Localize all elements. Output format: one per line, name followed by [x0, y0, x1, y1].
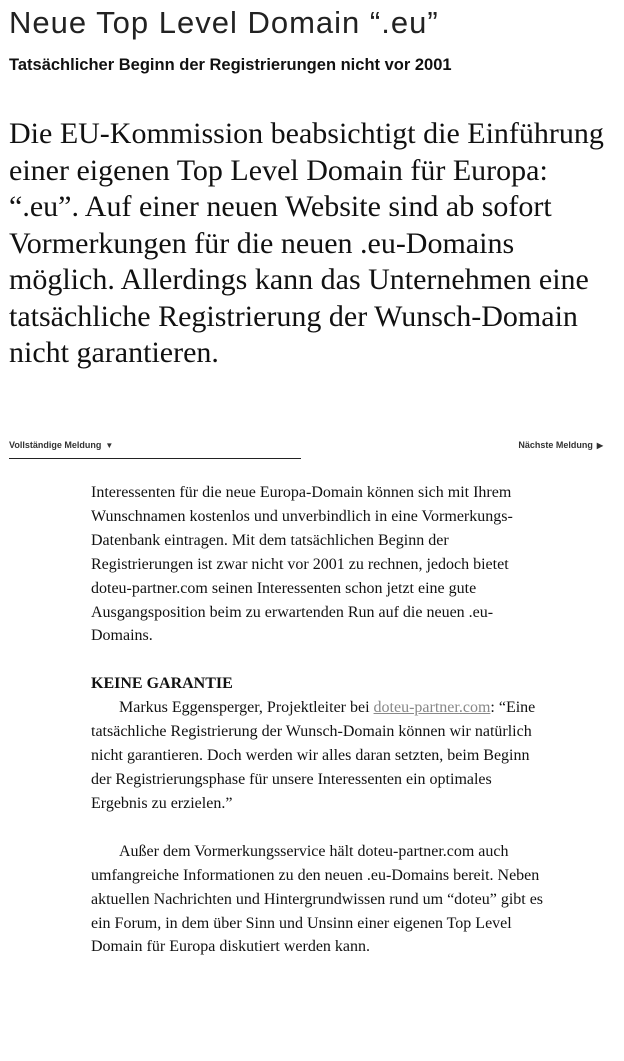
next-report-label: Nächste Meldung — [518, 440, 593, 450]
section-heading: KEINE GARANTIE — [91, 675, 233, 693]
divider-rule — [9, 458, 301, 459]
next-report-link[interactable] — [518, 440, 603, 450]
doteu-partner-link[interactable]: doteu-partner.com — [373, 699, 491, 717]
subtitle: Tatsächlicher Beginn der Registrierungen nicht vor 2001 — [9, 56, 452, 74]
quote-text: : “Eine tatsächliche Registrierung der Wunsch-Domain können wir natürlich nicht garantieren. Doch werden wir alles daran setzten, beim Beginn der Registrierungsphase für unsere Interessenten ein optimales Ergebnis zu erzielen.” — [91, 699, 536, 812]
article-paragraph-1: Interessenten für die neue Europa-Domain können sich mit Ihrem Wunschnamen kostenlos und unverbindlich in eine Vormerkungs-Datenbank eintragen. Mit dem tatsächlichen Beginn der Registrierungen ist zwar nicht vor 2001 zu rechnen, jedoch bietet doteu-partner.com seinen Interessenten schon jetzt eine gute Ausgangsposition beim zu erwartenden Run auf die neuen .eu-Domains. — [91, 484, 513, 645]
page-title: Neue Top Level Domain “.eu” — [9, 5, 439, 40]
article-body — [91, 481, 551, 959]
lead-paragraph: Die EU-Kommission beabsichtigt die Einführung einer eigenen Top Level Domain für Europa: “.eu”. Auf einer neuen Website sind ab sofort Vormerkungen für die neuen .eu-Domains möglich. Allerdings kann das Unternehmen eine tatsächliche Registrierung der Wunsch-Domain nicht garantieren. — [9, 117, 604, 369]
arrow-down-icon: ▼ — [105, 441, 114, 450]
paragraph-spacer — [91, 816, 551, 840]
article-paragraph-2 — [91, 696, 551, 816]
quote-intro: Markus Eggensperger, Projektleiter bei — [119, 699, 374, 717]
article-paragraph-3: Außer dem Vormerkungsservice hält doteu-partner.com auch umfangreiche Informationen zu den neuen .eu-Domains bereit. Neben aktuellen Nachrichten und Hintergrundwissen rund um “doteu” gibt es ein Forum, in dem über Sinn und Unsinn einer eigenen Top Level Domain für Europa diskutiert werden kann. — [91, 842, 544, 956]
article-navigation — [9, 436, 603, 460]
paragraph-spacer — [91, 648, 551, 672]
full-report-link[interactable] — [9, 440, 113, 450]
full-report-label: Vollständige Meldung — [9, 440, 102, 450]
arrow-right-icon: ▶ — [596, 441, 603, 450]
